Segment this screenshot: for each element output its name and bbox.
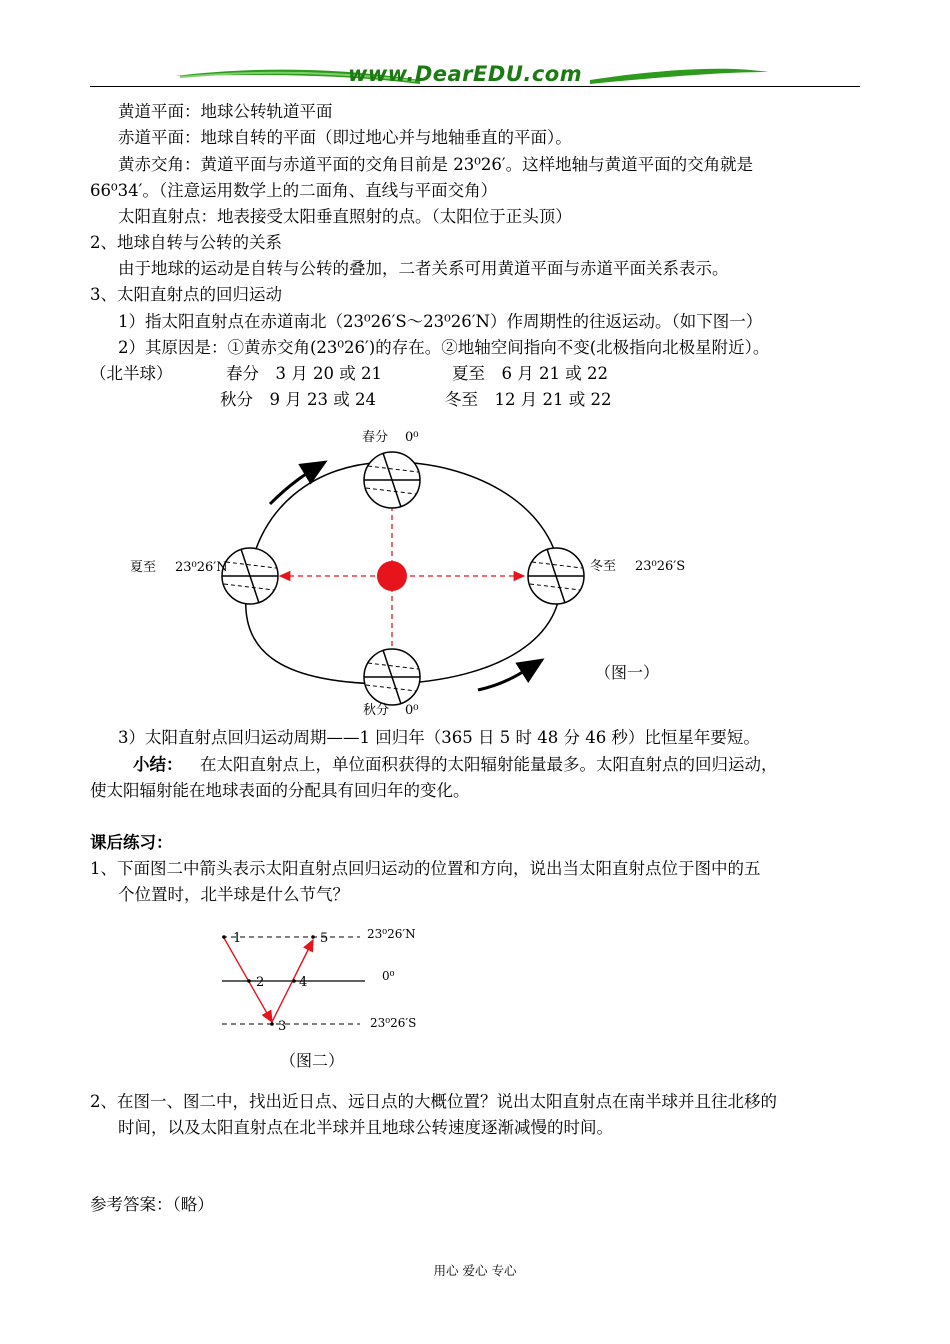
- orbit-direction-arrow: [270, 462, 325, 504]
- question-2: 2、在图一、图二中，找出近日点、远日点的大概位置？说出太阳直射点在南半球并且往北移的: [90, 1092, 777, 1111]
- label-winter: 冬至: [590, 559, 617, 574]
- text-line: 由于地球的运动是自转与公转的叠加，二者关系可用黄道平面与赤道平面关系表示。: [118, 259, 729, 278]
- point-label: 2: [256, 975, 265, 990]
- label-equator: 0⁰: [382, 969, 395, 983]
- label-autumn: 秋分: [363, 703, 390, 718]
- section-heading: 3、太阳直射点的回归运动: [90, 285, 282, 304]
- figure-2-caption: （图二）: [280, 1051, 345, 1070]
- question-2-cont: 时间，以及太阳直射点在北半球并且地球公转速度逐渐减慢的时间。: [118, 1118, 613, 1137]
- header-rule: [90, 86, 860, 87]
- point-label: 1: [233, 931, 242, 946]
- label-spring-deg: 0⁰: [405, 430, 419, 445]
- point-label: 3: [278, 1019, 287, 1034]
- figure-1-caption: （图一）: [595, 663, 660, 682]
- point-label: 4: [299, 975, 308, 990]
- site-logo-text[interactable]: www.DearEDU.com: [348, 62, 583, 86]
- figure-2-migration-diagram: [210, 920, 450, 1080]
- text-line: 太阳直射点：地表接受太阳垂直照射的点。（太阳位于正头顶）: [118, 207, 572, 226]
- text-line: （北半球）: [90, 364, 173, 383]
- section-heading: 2、地球自转与公转的关系: [90, 233, 282, 252]
- question-1-cont: 个位置时，北半球是什么节气？: [118, 885, 349, 904]
- date-winter: 冬至 12 月 21 或 22: [445, 390, 612, 409]
- earth-spring-icon: [364, 452, 420, 508]
- text-line: 3）太阳直射点回归运动周期——1 回归年（365 日 5 时 48 分 46 秒）比恒星年要短。: [118, 728, 760, 747]
- text-line: 1）指太阳直射点在赤道南北（23⁰26′S～23⁰26′N）作周期性的往返运动。（如下图一）: [118, 312, 763, 331]
- footer-text: 用心 爱心 专心: [433, 1263, 517, 1278]
- figure-1-orbit-diagram: [120, 422, 686, 722]
- label-summer: 夏至: [130, 560, 157, 575]
- text-line: 2）其原因是：①黄赤交角(23⁰26′)的存在。②地轴空间指向不变(北极指向北极星附近）。: [118, 338, 770, 357]
- text-line: 黄道平面：地球公转轨道平面: [118, 102, 333, 121]
- point-label: 5: [320, 931, 329, 946]
- exercise-title: 课后练习：: [90, 833, 173, 852]
- label-tropic-south: 23⁰26′S: [370, 1016, 417, 1030]
- date-autumn: 秋分 9 月 23 或 24: [220, 390, 376, 409]
- label-spring: 春分: [362, 430, 389, 445]
- date-summer: 夏至 6 月 21 或 22: [452, 364, 608, 383]
- orbit-direction-arrow: [478, 660, 542, 690]
- earth-autumn-icon: [364, 649, 420, 705]
- earth-winter-icon: [528, 548, 584, 604]
- label-summer-deg: 23⁰26′N: [175, 560, 228, 575]
- text-line: 使太阳辐射能在地球表面的分配具有回归年的变化。: [90, 781, 470, 800]
- earth-summer-icon: [222, 548, 278, 604]
- answer-line: 参考答案：（略）: [90, 1195, 214, 1214]
- date-spring: 春分 3 月 20 或 21: [226, 364, 382, 383]
- sun-icon: [377, 561, 407, 591]
- text-line: 66⁰34′。（注意运用数学上的二面角、直线与平面交角）: [90, 181, 498, 200]
- label-tropic-north: 23⁰26′N: [367, 927, 416, 941]
- label-autumn-deg: 0⁰: [405, 703, 419, 718]
- text-line: 赤道平面：地球自转的平面（即过地心并与地轴垂直的平面）。: [118, 128, 572, 147]
- summary-label: 小结：: [133, 755, 183, 774]
- text-line: 在太阳直射点上，单位面积获得的太阳辐射能量最多。太阳直射点的回归运动，: [200, 755, 778, 774]
- text-line: 黄赤交角：黄道平面与赤道平面的交角目前是 23⁰26′。这样地轴与黄道平面的交角就是: [118, 155, 754, 174]
- label-winter-deg: 23⁰26′S: [635, 559, 686, 574]
- question-1: 1、下面图二中箭头表示太阳直射点回归运动的位置和方向，说出当太阳直射点位于图中的五: [90, 859, 761, 878]
